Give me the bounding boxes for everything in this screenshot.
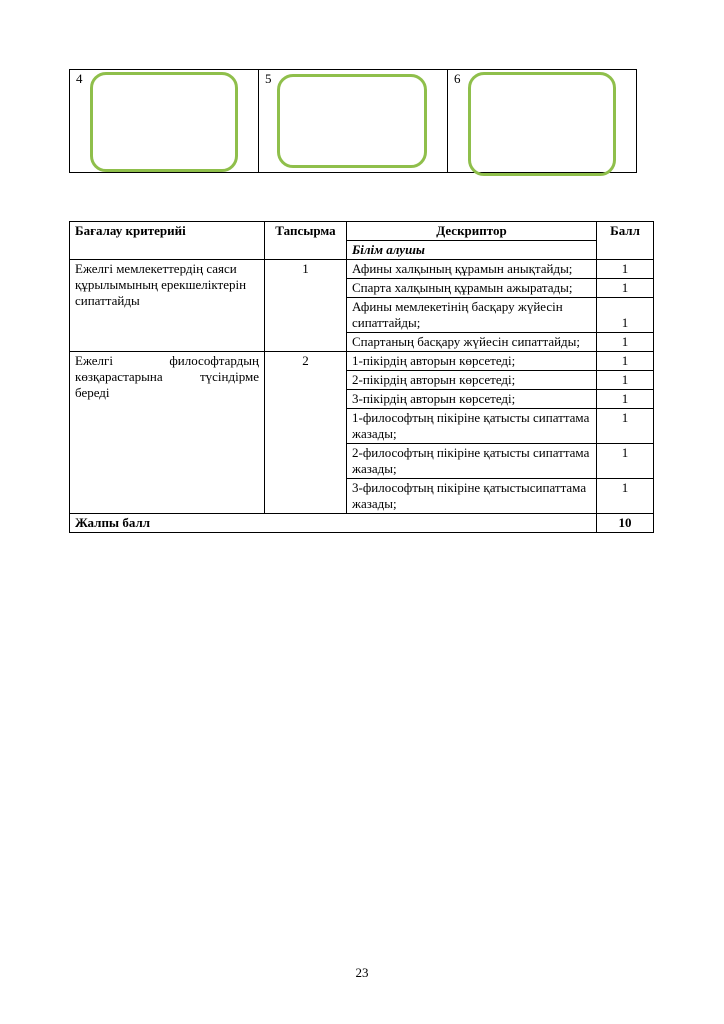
header-score: Балл bbox=[597, 222, 654, 260]
score-cell: 1 bbox=[597, 479, 654, 514]
descriptor-cell: Спарта халқының құрамын ажыратады; bbox=[347, 279, 597, 298]
image-boxes-table bbox=[69, 69, 637, 173]
page-number: 23 bbox=[355, 965, 369, 980]
box-cell-6 bbox=[448, 70, 636, 172]
task-number: 2 bbox=[265, 352, 347, 514]
total-row bbox=[70, 514, 654, 533]
criterion-cell: Ежелгі мемлекеттердің саяси құрылымының ерекшеліктерін сипаттайды bbox=[70, 260, 265, 352]
score-cell: 1 bbox=[597, 260, 654, 279]
answer-box[interactable] bbox=[90, 72, 238, 172]
table-row bbox=[70, 352, 654, 371]
total-label: Жалпы балл bbox=[70, 514, 597, 533]
descriptor-cell: Афины мемлекетінің басқару жүйесін сипаттайды; bbox=[347, 298, 597, 333]
table-row bbox=[70, 260, 654, 279]
header-criterion: Бағалау критерийі bbox=[70, 222, 265, 260]
subheader-student: Білім алушы bbox=[347, 241, 597, 260]
answer-box[interactable] bbox=[468, 72, 616, 176]
header-row bbox=[70, 222, 654, 241]
descriptor-cell: 2-пікірдің авторын көрсетеді; bbox=[347, 371, 597, 390]
descriptor-cell: 1-философтың пікіріне қатысты сипаттама жазады; bbox=[347, 409, 597, 444]
header-descriptor: Дескриптор bbox=[347, 222, 597, 241]
descriptor-cell: 2-философтың пікіріне қатысты сипаттама жазады; bbox=[347, 444, 597, 479]
descriptor-cell: Спартаның басқару жүйесін сипаттайды; bbox=[347, 333, 597, 352]
score-cell: 1 bbox=[597, 352, 654, 371]
score-cell: 1 bbox=[597, 279, 654, 298]
descriptor-cell: 3-пікірдің авторын көрсетеді; bbox=[347, 390, 597, 409]
descriptor-cell: 3-философтың пікіріне қатыстысипаттама жазады; bbox=[347, 479, 597, 514]
answer-box[interactable] bbox=[277, 74, 427, 168]
criterion-cell: Ежелгі философтардың көзқарастарына түсіндірме береді bbox=[70, 352, 265, 514]
box-cell-4 bbox=[70, 70, 259, 172]
score-cell: 1 bbox=[597, 333, 654, 352]
score-cell: 1 bbox=[597, 371, 654, 390]
box-number: 4 bbox=[76, 71, 83, 86]
assessment-criteria-table bbox=[69, 221, 654, 533]
total-score: 10 bbox=[597, 514, 654, 533]
box-cell-5 bbox=[259, 70, 448, 172]
task-number: 1 bbox=[265, 260, 347, 352]
score-cell: 1 bbox=[597, 298, 654, 333]
descriptor-cell: Афины халқының құрамын анықтайды; bbox=[347, 260, 597, 279]
box-number: 5 bbox=[265, 71, 272, 86]
score-cell: 1 bbox=[597, 390, 654, 409]
score-cell: 1 bbox=[597, 444, 654, 479]
score-cell: 1 bbox=[597, 409, 654, 444]
descriptor-cell: 1-пікірдің авторын көрсетеді; bbox=[347, 352, 597, 371]
box-number: 6 bbox=[454, 71, 461, 86]
header-task: Тапсырма bbox=[265, 222, 347, 260]
